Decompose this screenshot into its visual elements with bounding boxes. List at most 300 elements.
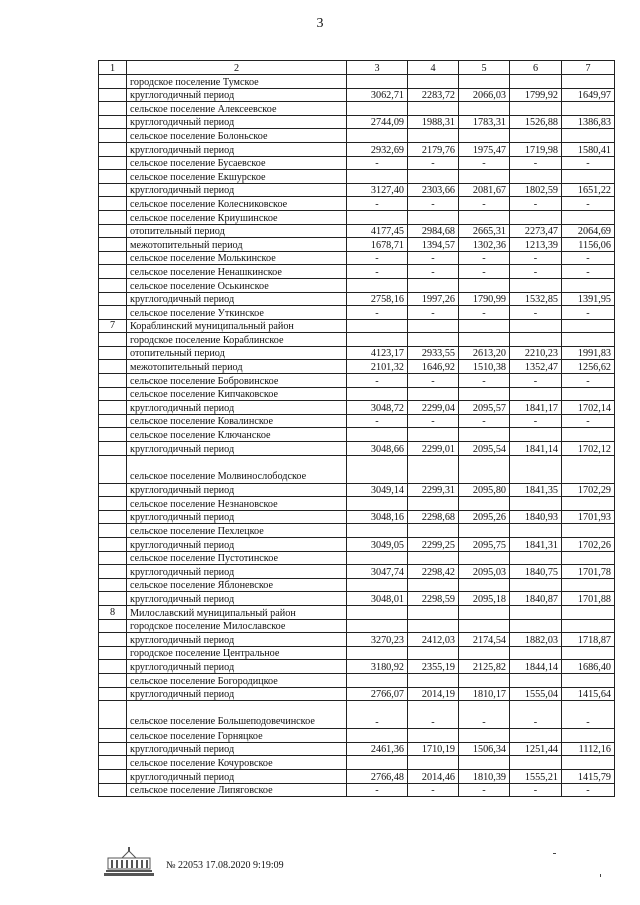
value-cell: - xyxy=(510,265,562,279)
value-cell xyxy=(562,102,615,116)
value-cell xyxy=(347,75,408,89)
value-cell: 1997,26 xyxy=(408,292,459,306)
value-cell xyxy=(347,619,408,633)
value-cell: - xyxy=(408,306,459,320)
value-cell: 3049,05 xyxy=(347,538,408,552)
value-cell: - xyxy=(562,197,615,211)
value-cell: 3062,71 xyxy=(347,88,408,102)
row-name: круглогодичный период xyxy=(127,565,347,579)
value-cell xyxy=(562,605,615,619)
value-cell: 2101,32 xyxy=(347,360,408,374)
value-cell xyxy=(510,210,562,224)
value-cell: 1686,40 xyxy=(562,660,615,674)
value-cell: 2095,80 xyxy=(459,483,510,497)
value-cell xyxy=(510,551,562,565)
value-cell: 2933,55 xyxy=(408,346,459,360)
value-cell xyxy=(562,455,615,483)
value-cell xyxy=(459,319,510,333)
value-cell xyxy=(408,210,459,224)
row-number: 8 xyxy=(99,605,127,619)
column-header: 6 xyxy=(510,61,562,75)
value-cell xyxy=(408,333,459,347)
value-cell: 1841,31 xyxy=(510,538,562,552)
value-cell: 1810,39 xyxy=(459,769,510,783)
value-cell: 1841,17 xyxy=(510,401,562,415)
row-name: сельское поселение Колесниковское xyxy=(127,197,347,211)
value-cell xyxy=(510,129,562,143)
table-row xyxy=(99,170,615,184)
row-name: круглогодичный период xyxy=(127,183,347,197)
row-name: сельское поселение Богородицкое xyxy=(127,673,347,687)
tariff-table xyxy=(98,60,615,797)
value-cell xyxy=(510,102,562,116)
table-row xyxy=(99,238,615,252)
value-cell: - xyxy=(510,306,562,320)
value-cell: 1702,12 xyxy=(562,442,615,456)
value-cell xyxy=(459,129,510,143)
value-cell xyxy=(459,524,510,538)
registration-stamp: № 22053 17.08.2020 9:19:09 xyxy=(166,860,284,871)
value-cell xyxy=(459,619,510,633)
row-name: Кораблинский муниципальный район xyxy=(127,319,347,333)
value-cell: 1810,17 xyxy=(459,687,510,701)
row-number xyxy=(99,346,127,360)
value-cell xyxy=(510,319,562,333)
value-cell: 1701,93 xyxy=(562,510,615,524)
row-name: сельское поселение Горняцкое xyxy=(127,729,347,743)
value-cell xyxy=(347,210,408,224)
value-cell xyxy=(408,319,459,333)
value-cell: 1799,92 xyxy=(510,88,562,102)
value-cell: 1156,06 xyxy=(562,238,615,252)
value-cell xyxy=(562,333,615,347)
table-row xyxy=(99,129,615,143)
value-cell xyxy=(408,551,459,565)
value-cell xyxy=(510,387,562,401)
value-cell: 4123,17 xyxy=(347,346,408,360)
value-cell xyxy=(510,578,562,592)
row-number xyxy=(99,742,127,756)
value-cell: 2095,57 xyxy=(459,401,510,415)
table-row xyxy=(99,783,615,797)
value-cell: 2299,04 xyxy=(408,401,459,415)
row-number: 7 xyxy=(99,319,127,333)
row-number xyxy=(99,455,127,483)
value-cell xyxy=(562,646,615,660)
value-cell xyxy=(347,497,408,511)
row-name: городское поселение Тумское xyxy=(127,75,347,89)
table-row xyxy=(99,88,615,102)
value-cell xyxy=(510,646,562,660)
value-cell: 2299,01 xyxy=(408,442,459,456)
row-name: сельское поселение Ключанское xyxy=(127,428,347,442)
value-cell: 1555,21 xyxy=(510,769,562,783)
value-cell: 1702,29 xyxy=(562,483,615,497)
value-cell: - xyxy=(459,306,510,320)
value-cell xyxy=(408,497,459,511)
value-cell: 3047,74 xyxy=(347,565,408,579)
table-row xyxy=(99,115,615,129)
value-cell: - xyxy=(347,156,408,170)
header-row xyxy=(99,61,615,75)
value-cell: - xyxy=(510,374,562,388)
value-cell: 1844,14 xyxy=(510,660,562,674)
row-name: сельское поселение Липяговское xyxy=(127,783,347,797)
value-cell: 1988,31 xyxy=(408,115,459,129)
value-cell xyxy=(510,278,562,292)
table-row xyxy=(99,292,615,306)
value-cell: - xyxy=(408,251,459,265)
value-cell: - xyxy=(459,374,510,388)
value-cell: 1391,95 xyxy=(562,292,615,306)
row-name: сельское поселение Яблоневское xyxy=(127,578,347,592)
value-cell xyxy=(347,605,408,619)
value-cell xyxy=(459,428,510,442)
row-number xyxy=(99,510,127,524)
value-cell xyxy=(408,129,459,143)
value-cell: 2758,16 xyxy=(347,292,408,306)
value-cell xyxy=(408,524,459,538)
value-cell xyxy=(459,729,510,743)
value-cell: - xyxy=(510,783,562,797)
value-cell xyxy=(347,102,408,116)
value-cell: 2613,20 xyxy=(459,346,510,360)
value-cell: 1701,88 xyxy=(562,592,615,606)
value-cell xyxy=(408,428,459,442)
row-name: круглогодичный период xyxy=(127,483,347,497)
row-number xyxy=(99,387,127,401)
row-number xyxy=(99,115,127,129)
row-number xyxy=(99,360,127,374)
value-cell xyxy=(562,729,615,743)
row-name: городское поселение Центральное xyxy=(127,646,347,660)
value-cell xyxy=(408,578,459,592)
table-row xyxy=(99,265,615,279)
column-header: 1 xyxy=(99,61,127,75)
value-cell: 2766,48 xyxy=(347,769,408,783)
row-name: круглогодичный период xyxy=(127,88,347,102)
value-cell xyxy=(562,387,615,401)
row-name: круглогодичный период xyxy=(127,142,347,156)
value-cell xyxy=(347,129,408,143)
row-name: сельское поселение Кипчаковское xyxy=(127,387,347,401)
value-cell xyxy=(408,673,459,687)
value-cell: 1710,19 xyxy=(408,742,459,756)
value-cell xyxy=(510,524,562,538)
value-cell: 2299,31 xyxy=(408,483,459,497)
value-cell: 1302,36 xyxy=(459,238,510,252)
value-cell xyxy=(562,619,615,633)
row-number xyxy=(99,197,127,211)
value-cell: 1678,71 xyxy=(347,238,408,252)
value-cell xyxy=(562,497,615,511)
table-row xyxy=(99,660,615,674)
row-name: межотопительный период xyxy=(127,360,347,374)
table-row xyxy=(99,360,615,374)
value-cell: 1719,98 xyxy=(510,142,562,156)
table-row xyxy=(99,224,615,238)
row-number xyxy=(99,592,127,606)
row-number xyxy=(99,292,127,306)
value-cell xyxy=(347,524,408,538)
value-cell: 2014,19 xyxy=(408,687,459,701)
value-cell xyxy=(459,455,510,483)
row-name: сельское поселение Екшурское xyxy=(127,170,347,184)
row-name: сельское поселение Алексеевское xyxy=(127,102,347,116)
value-cell xyxy=(510,333,562,347)
value-cell: 2298,42 xyxy=(408,565,459,579)
value-cell: 1975,47 xyxy=(459,142,510,156)
value-cell xyxy=(347,673,408,687)
row-name: сельское поселение Ковалинское xyxy=(127,414,347,428)
value-cell xyxy=(347,333,408,347)
value-cell: - xyxy=(562,414,615,428)
row-number xyxy=(99,142,127,156)
value-cell xyxy=(408,387,459,401)
value-cell: 3127,40 xyxy=(347,183,408,197)
value-cell xyxy=(510,605,562,619)
value-cell: 3049,14 xyxy=(347,483,408,497)
row-name: круглогодичный период xyxy=(127,115,347,129)
value-cell: - xyxy=(347,701,408,729)
value-cell: 1702,14 xyxy=(562,401,615,415)
value-cell xyxy=(408,455,459,483)
value-cell xyxy=(459,605,510,619)
row-name: сельское поселение Оськинское xyxy=(127,278,347,292)
value-cell: - xyxy=(459,197,510,211)
value-cell: - xyxy=(347,414,408,428)
table-row xyxy=(99,75,615,89)
value-cell xyxy=(459,497,510,511)
value-cell xyxy=(408,75,459,89)
row-number xyxy=(99,333,127,347)
value-cell: 1415,64 xyxy=(562,687,615,701)
row-number xyxy=(99,238,127,252)
value-cell: - xyxy=(510,197,562,211)
row-number xyxy=(99,224,127,238)
value-cell: 2298,68 xyxy=(408,510,459,524)
value-cell: 2766,07 xyxy=(347,687,408,701)
table-row xyxy=(99,538,615,552)
table-row xyxy=(99,346,615,360)
value-cell xyxy=(408,605,459,619)
value-cell: 1840,75 xyxy=(510,565,562,579)
value-cell: 3270,23 xyxy=(347,633,408,647)
row-name: сельское поселение Пехлецкое xyxy=(127,524,347,538)
value-cell: 1506,34 xyxy=(459,742,510,756)
row-number xyxy=(99,687,127,701)
value-cell: 1802,59 xyxy=(510,183,562,197)
value-cell xyxy=(408,646,459,660)
column-header: 2 xyxy=(127,61,347,75)
table-row xyxy=(99,306,615,320)
value-cell xyxy=(562,319,615,333)
value-cell: 2095,54 xyxy=(459,442,510,456)
row-number xyxy=(99,646,127,660)
value-cell: - xyxy=(562,265,615,279)
value-cell: 2283,72 xyxy=(408,88,459,102)
value-cell: - xyxy=(459,414,510,428)
value-cell xyxy=(459,278,510,292)
value-cell xyxy=(562,210,615,224)
value-cell: 2412,03 xyxy=(408,633,459,647)
value-cell: 2744,09 xyxy=(347,115,408,129)
value-cell: 1841,35 xyxy=(510,483,562,497)
row-number xyxy=(99,524,127,538)
value-cell: 2665,31 xyxy=(459,224,510,238)
value-cell xyxy=(510,75,562,89)
value-cell: 1790,99 xyxy=(459,292,510,306)
table-row xyxy=(99,278,615,292)
value-cell: - xyxy=(459,251,510,265)
value-cell xyxy=(510,673,562,687)
value-cell xyxy=(459,578,510,592)
row-name: отопительный период xyxy=(127,346,347,360)
value-cell: - xyxy=(459,156,510,170)
row-name: городское поселение Кораблинское xyxy=(127,333,347,347)
table-row xyxy=(99,701,615,729)
row-number xyxy=(99,210,127,224)
value-cell: 2273,47 xyxy=(510,224,562,238)
value-cell: 1783,31 xyxy=(459,115,510,129)
value-cell: 2095,03 xyxy=(459,565,510,579)
value-cell: 1532,85 xyxy=(510,292,562,306)
column-header: 4 xyxy=(408,61,459,75)
value-cell xyxy=(510,729,562,743)
value-cell: 1415,79 xyxy=(562,769,615,783)
row-number xyxy=(99,401,127,415)
table-row xyxy=(99,102,615,116)
value-cell: 1526,88 xyxy=(510,115,562,129)
value-cell: 2932,69 xyxy=(347,142,408,156)
row-name: сельское поселение Молвинослободское xyxy=(127,455,347,483)
table-row xyxy=(99,333,615,347)
value-cell: - xyxy=(459,783,510,797)
row-number xyxy=(99,306,127,320)
table-row xyxy=(99,619,615,633)
value-cell: - xyxy=(459,265,510,279)
value-cell: - xyxy=(347,197,408,211)
table-row xyxy=(99,524,615,538)
value-cell xyxy=(562,578,615,592)
value-cell: 2303,66 xyxy=(408,183,459,197)
row-name: городское поселение Милославское xyxy=(127,619,347,633)
row-number xyxy=(99,170,127,184)
table-row xyxy=(99,455,615,483)
table-row xyxy=(99,756,615,770)
value-cell xyxy=(459,673,510,687)
value-cell: - xyxy=(408,156,459,170)
value-cell xyxy=(562,75,615,89)
value-cell: 2298,59 xyxy=(408,592,459,606)
value-cell xyxy=(510,497,562,511)
value-cell xyxy=(408,619,459,633)
value-cell: 1386,83 xyxy=(562,115,615,129)
row-number xyxy=(99,129,127,143)
value-cell xyxy=(459,333,510,347)
row-name: сельское поселение Незнановское xyxy=(127,497,347,511)
row-name: сельское поселение Кочуровское xyxy=(127,756,347,770)
row-number xyxy=(99,251,127,265)
table-row xyxy=(99,687,615,701)
row-number xyxy=(99,673,127,687)
value-cell xyxy=(347,278,408,292)
row-name: сельское поселение Ненашкинское xyxy=(127,265,347,279)
row-name: круглогодичный период xyxy=(127,592,347,606)
table-row xyxy=(99,551,615,565)
row-number xyxy=(99,483,127,497)
row-number xyxy=(99,729,127,743)
row-name: круглогодичный период xyxy=(127,510,347,524)
value-cell: - xyxy=(408,783,459,797)
value-cell: 4177,45 xyxy=(347,224,408,238)
value-cell xyxy=(562,524,615,538)
row-name: межотопительный период xyxy=(127,238,347,252)
row-number xyxy=(99,660,127,674)
table-row xyxy=(99,592,615,606)
value-cell: 2081,67 xyxy=(459,183,510,197)
value-cell xyxy=(562,551,615,565)
value-cell: 1991,83 xyxy=(562,346,615,360)
table-row xyxy=(99,673,615,687)
value-cell xyxy=(408,729,459,743)
value-cell: - xyxy=(562,156,615,170)
value-cell: 2095,18 xyxy=(459,592,510,606)
value-cell xyxy=(408,170,459,184)
value-cell: - xyxy=(510,251,562,265)
value-cell: 1580,41 xyxy=(562,142,615,156)
row-number xyxy=(99,374,127,388)
value-cell xyxy=(510,428,562,442)
row-name: отопительный период xyxy=(127,224,347,238)
value-cell xyxy=(347,170,408,184)
value-cell: 2461,36 xyxy=(347,742,408,756)
column-header: 5 xyxy=(459,61,510,75)
value-cell: - xyxy=(408,265,459,279)
value-cell: 2095,75 xyxy=(459,538,510,552)
row-number xyxy=(99,565,127,579)
table-row xyxy=(99,442,615,456)
value-cell: 1702,26 xyxy=(562,538,615,552)
table-row xyxy=(99,197,615,211)
table-row xyxy=(99,387,615,401)
value-cell xyxy=(408,278,459,292)
value-cell: 3048,72 xyxy=(347,401,408,415)
row-number xyxy=(99,756,127,770)
value-cell xyxy=(510,619,562,633)
row-name: сельское поселение Криушинское xyxy=(127,210,347,224)
table-row xyxy=(99,605,615,619)
value-cell: - xyxy=(510,156,562,170)
table-row xyxy=(99,646,615,660)
value-cell xyxy=(347,551,408,565)
value-cell: 1256,62 xyxy=(562,360,615,374)
value-cell: - xyxy=(562,251,615,265)
row-name: Милославский муниципальный район xyxy=(127,605,347,619)
value-cell xyxy=(347,646,408,660)
column-header: 3 xyxy=(347,61,408,75)
value-cell: 2299,25 xyxy=(408,538,459,552)
row-number xyxy=(99,551,127,565)
row-name: сельское поселение Пустотинское xyxy=(127,551,347,565)
value-cell: - xyxy=(510,414,562,428)
value-cell: 1649,97 xyxy=(562,88,615,102)
value-cell: - xyxy=(347,783,408,797)
value-cell xyxy=(347,319,408,333)
table-row xyxy=(99,483,615,497)
value-cell xyxy=(347,578,408,592)
value-cell: 1840,87 xyxy=(510,592,562,606)
